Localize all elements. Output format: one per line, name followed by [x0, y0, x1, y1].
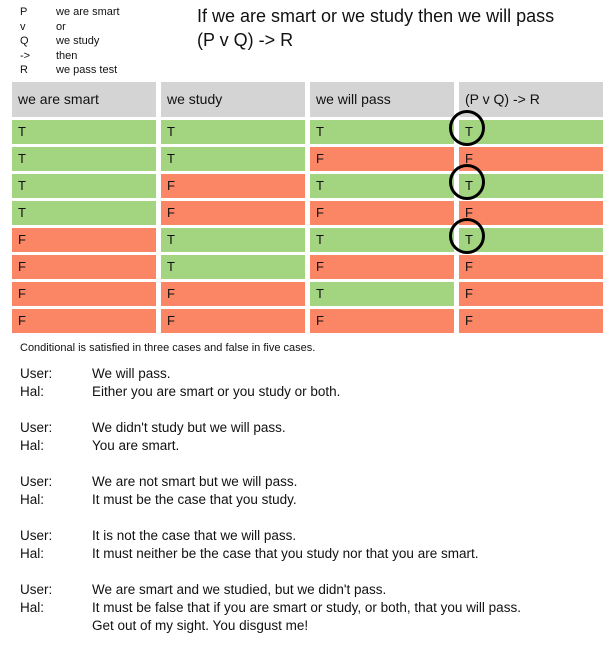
legend-symbol: v: [20, 20, 26, 33]
table-cell: T: [310, 120, 454, 144]
table-cell: F: [161, 309, 305, 333]
speaker-label: User:: [20, 474, 53, 489]
speaker-label: Hal:: [20, 438, 45, 453]
legend-row: [20, 34, 120, 49]
legend-symbol: P: [20, 6, 28, 18]
table-cell: T: [12, 201, 156, 225]
table-row: [12, 120, 603, 144]
table-row: [12, 282, 603, 306]
table-cell: T: [161, 120, 305, 144]
speaker-label: Hal:: [20, 492, 45, 507]
table-cell: F: [459, 309, 603, 333]
legend-symbol: ->: [20, 49, 31, 62]
dialogue-line: [20, 419, 521, 437]
dialogue-line: [20, 545, 521, 563]
table-cell: F: [459, 255, 603, 279]
table-cell: T: [161, 228, 305, 252]
dialogue-line: [20, 383, 521, 401]
dialogue-exchange: [20, 365, 521, 401]
table-cell: F: [310, 255, 454, 279]
speaker-label: [20, 617, 92, 635]
table-cell: T: [12, 174, 156, 198]
truth-table: [12, 82, 603, 336]
headline: [197, 4, 554, 52]
legend-row: [20, 5, 120, 20]
column-header: we are smart: [12, 82, 156, 117]
dialogue-exchange: [20, 419, 521, 455]
table-cell: T: [310, 228, 454, 252]
dialogue-line: [20, 581, 521, 599]
table-cell: F: [310, 309, 454, 333]
utterance-text: Get out of my sight. You disgust me!: [92, 618, 309, 633]
headline-sentence: If we are smart or we study then we will pass: [197, 6, 555, 26]
table-row: [12, 147, 603, 171]
utterance-text: It must neither be the case that you study nor that you are smart.: [92, 546, 479, 561]
legend-meaning: we study: [56, 35, 100, 47]
speaker-label: User:: [20, 582, 53, 597]
column-header: (P v Q) -> R: [459, 82, 603, 117]
table-row: [12, 174, 603, 198]
dialogue-line: [20, 599, 521, 617]
table-cell: F: [459, 147, 603, 171]
utterance-text: We will pass.: [92, 366, 171, 381]
table-cell: T: [310, 282, 454, 306]
legend-row: [20, 20, 120, 35]
column-header: we will pass: [310, 82, 454, 117]
utterance-text: We are smart and we studied, but we didn't pass.: [92, 582, 387, 597]
dialogue-line: [20, 617, 521, 635]
utterance-text: Either you are smart or you study or both.: [92, 384, 341, 399]
dialogue-line: [20, 527, 521, 545]
speaker-label: User:: [20, 528, 53, 543]
utterance-text: It must be the case that you study.: [92, 492, 297, 507]
dialogue-line: [20, 365, 521, 383]
table-row: [12, 201, 603, 225]
table-cell: F: [12, 282, 156, 306]
legend-meaning: or: [56, 20, 66, 33]
table-cell: T: [459, 120, 603, 144]
column-header: we study: [161, 82, 305, 117]
legend-meaning: then: [56, 49, 78, 62]
dialogue: [20, 365, 521, 653]
table-row: [12, 309, 603, 333]
table-cell: T: [161, 147, 305, 171]
legend-symbol: Q: [20, 35, 29, 47]
dialogue-exchange: [20, 473, 521, 509]
table-cell: T: [161, 255, 305, 279]
speaker-label: Hal:: [20, 600, 45, 615]
headline-formula: (P v Q) -> R: [197, 30, 294, 50]
table-cell: F: [310, 147, 454, 171]
speaker-label: User:: [20, 366, 53, 381]
table-cell: F: [12, 309, 156, 333]
legend-meaning: we are smart: [56, 6, 120, 18]
table-cell: F: [161, 174, 305, 198]
table-cell: T: [459, 174, 603, 198]
table-cell: F: [459, 282, 603, 306]
dialogue-line: [20, 437, 521, 455]
legend-meaning: we pass test: [56, 64, 118, 76]
legend: [20, 5, 120, 78]
utterance-text: We didn't study but we will pass.: [92, 420, 286, 435]
table-row: [12, 228, 603, 252]
dialogue-line: [20, 473, 521, 491]
table-cell: F: [310, 201, 454, 225]
dialogue-exchange: [20, 527, 521, 563]
legend-row: [20, 63, 120, 78]
speaker-label: User:: [20, 420, 53, 435]
table-cell: T: [12, 120, 156, 144]
dialogue-exchange: [20, 581, 521, 635]
table-cell: F: [161, 201, 305, 225]
table-cell: T: [310, 174, 454, 198]
dialogue-line: [20, 491, 521, 509]
table-cell: F: [12, 228, 156, 252]
speaker-label: Hal:: [20, 384, 45, 399]
utterance-text: It must be false that if you are smart or study, or both, that you will pass.: [92, 600, 521, 615]
utterance-text: We are not smart but we will pass.: [92, 474, 298, 489]
legend-symbol: R: [20, 64, 28, 76]
table-cell: F: [161, 282, 305, 306]
table-cell: F: [459, 201, 603, 225]
utterance-text: You are smart.: [92, 438, 180, 453]
table-row: [12, 255, 603, 279]
table-caption: Conditional is satisfied in three cases and false in five cases.: [20, 342, 316, 354]
table-cell: T: [12, 147, 156, 171]
utterance-text: It is not the case that we will pass.: [92, 528, 297, 543]
table-cell: F: [12, 255, 156, 279]
table-header-row: [12, 82, 603, 117]
table-cell: T: [459, 228, 603, 252]
legend-row: [20, 49, 120, 64]
speaker-label: Hal:: [20, 546, 45, 561]
